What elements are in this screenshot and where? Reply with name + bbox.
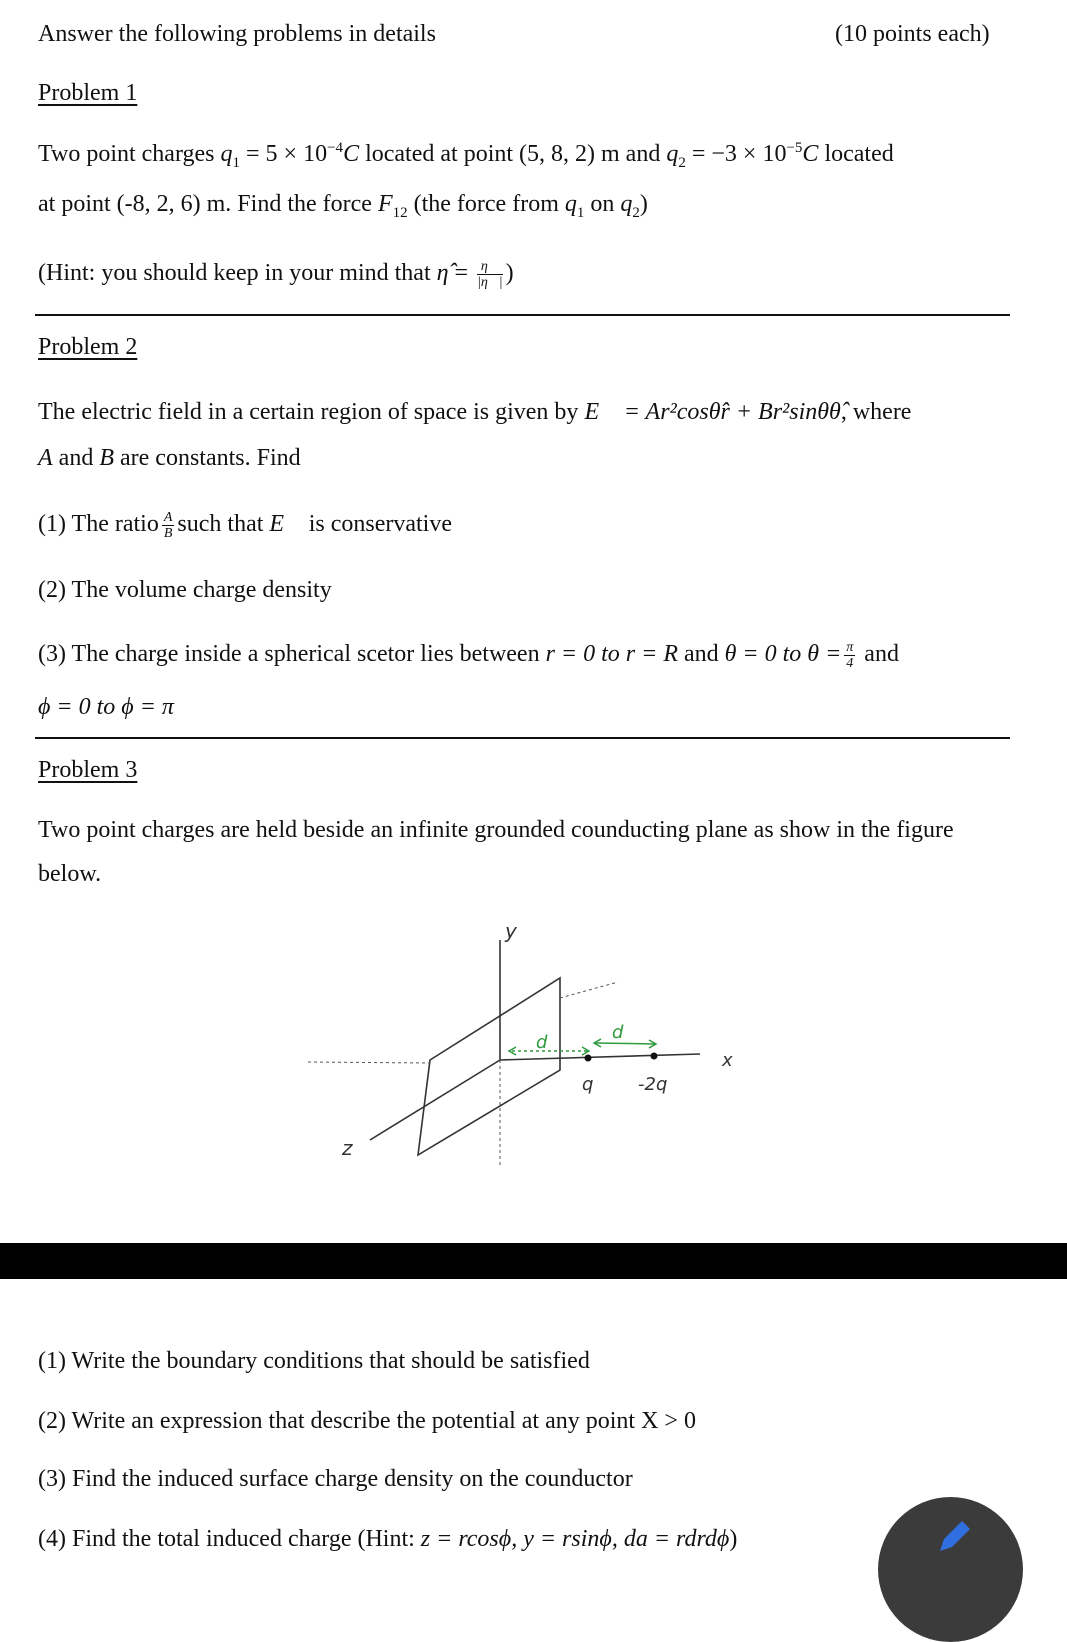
problem1-line1: Two point charges $q_1 = 5 \times 10^{-4}C$ located at point (5, 8, 2) m and $q_2 = -3 \times 10^{-5}C$ located xyxy=(38,140,894,171)
hint-fraction: $\frac{\eta⃗}{|\eta⃗|}$ xyxy=(477,258,503,290)
charge-neg2q-dot xyxy=(651,1053,658,1060)
problem2-question-3: (3) The charge inside a spherical scetor lies between r = 0 to r = R and θ = 0 to θ = $\frac{\pi}{4}$ and xyxy=(38,639,899,671)
divider-1 xyxy=(35,314,1010,316)
problem3-title: Problem 3 xyxy=(38,757,138,783)
points-label: (10 points each) xyxy=(835,21,990,47)
instruction-text: Answer the following problems in details xyxy=(38,21,436,47)
dashed-plane-top xyxy=(560,982,618,998)
dashed-z-back xyxy=(308,1062,430,1063)
problem2-intro-line1: The electric field in a certain region of space is given by E⃗ = Ar²cosθr̂ + Br²sinθθ̂, where xyxy=(38,399,912,425)
label-x: x xyxy=(722,1050,733,1071)
label-neg2q: -2q xyxy=(638,1074,668,1095)
problem2-intro-line2: A and B are constants. Find xyxy=(38,445,301,471)
label-y: y xyxy=(505,919,517,943)
problem2-question-3-line2: ϕ = 0 to ϕ = π xyxy=(38,694,174,720)
label-d1: d xyxy=(536,1032,548,1053)
page-separator-bar xyxy=(0,1243,1067,1279)
problem3-intro-line1: Two point charges are held beside an infinite grounded counducting plane as show in the figure xyxy=(38,817,954,843)
divider-2 xyxy=(35,737,1010,739)
problem3-question-4: (4) Find the total induced charge (Hint: z = rcosϕ, y = rsinϕ, da = rdrdϕ) xyxy=(38,1526,738,1552)
label-d2: d xyxy=(612,1022,624,1043)
problem3-question-3: (3) Find the induced surface charge density on the counductor xyxy=(38,1466,633,1492)
charge-q-dot xyxy=(585,1055,592,1062)
problem2-question-1: (1) The ratio $\frac{A}{B}$ such that E⃗ is conservative xyxy=(38,509,453,541)
problem2-question-2: (2) The volume charge density xyxy=(38,577,332,603)
z-axis xyxy=(370,1060,500,1140)
distance-arrow-2 xyxy=(595,1043,655,1044)
problem3-question-2: (2) Write an expression that describe the potential at any point X > 0 xyxy=(38,1408,696,1434)
problem3-intro-line2: below. xyxy=(38,861,102,887)
pencil-icon xyxy=(934,1517,974,1557)
problem1-title: Problem 1 xyxy=(38,80,138,106)
problem3-question-1: (1) Write the boundary conditions that should be satisfied xyxy=(38,1348,590,1374)
problem2-title: Problem 2 xyxy=(38,334,138,360)
label-q: q xyxy=(582,1074,594,1095)
problem1-line2: at point (-8, 2, 6) m. Find the force $F_{12}$ (the force from $q_1$ on $q_2$) xyxy=(38,191,648,221)
edit-fab-button[interactable] xyxy=(878,1497,1023,1642)
ratio-fraction: $\frac{A}{B}$ xyxy=(163,509,173,541)
conducting-plane-figure xyxy=(290,910,750,1170)
theta-fraction: $\frac{\pi}{4}$ xyxy=(846,639,854,671)
label-z: z xyxy=(342,1136,353,1160)
x-axis xyxy=(500,1054,700,1060)
problem1-hint: (Hint: you should keep in your mind that η̂ = $\frac{\eta⃗}{|\eta⃗|}$ ) xyxy=(38,258,514,290)
